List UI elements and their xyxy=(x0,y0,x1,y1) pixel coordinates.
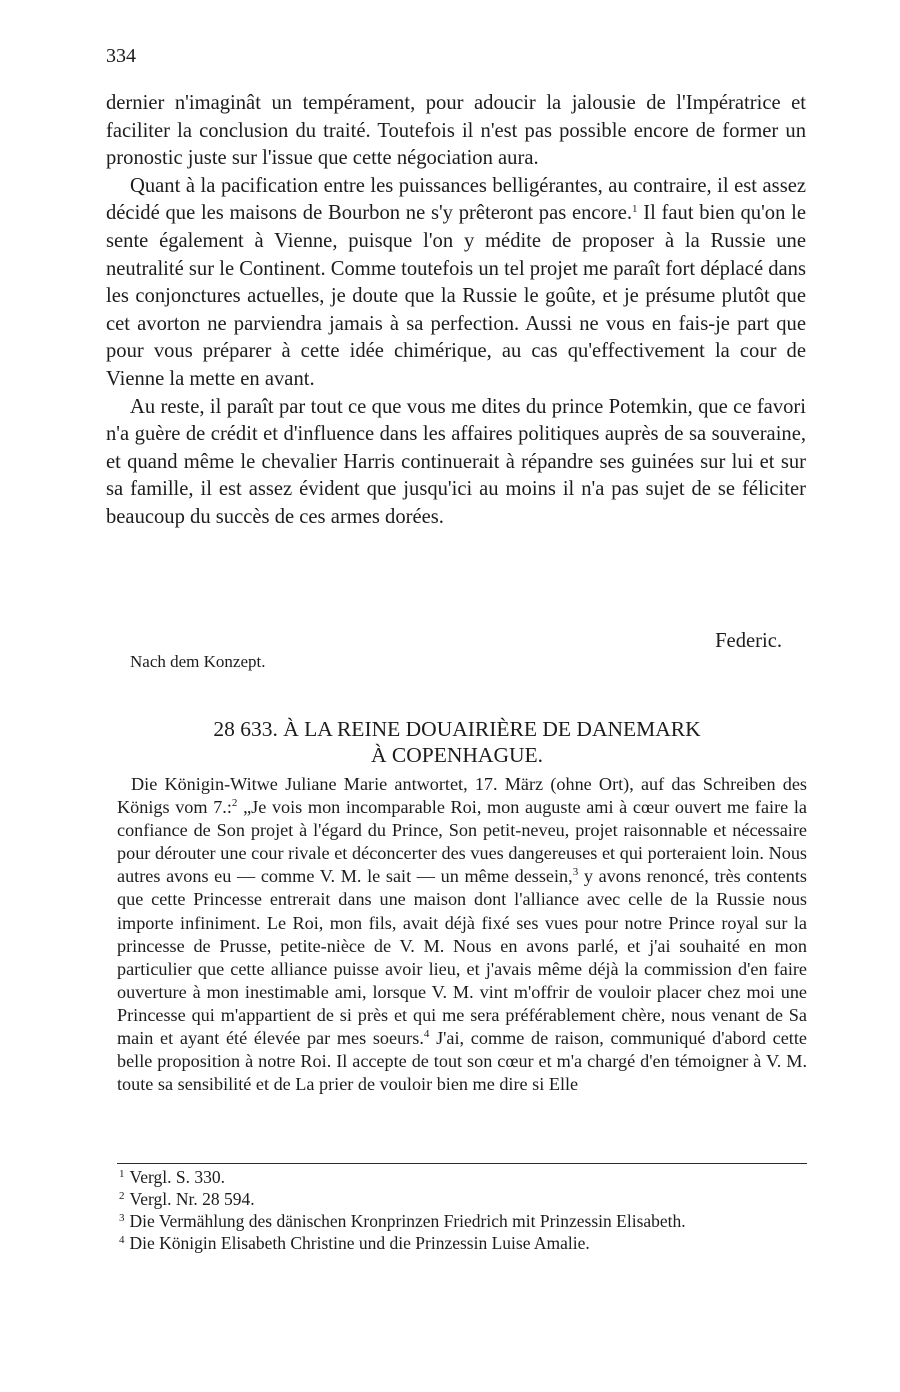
paragraph-1: dernier n'imaginât un tempérament, pour adoucir la jalousie de l'Impératrice et faciliter la conclusion du traité. Toutefois il n'est pas possible encore de former un pronostic juste sur l'issue que cette négociation aura. xyxy=(106,92,806,170)
footnote-text: Vergl. S. 330. xyxy=(129,1167,225,1187)
paragraph-3: Au reste, il paraît par tout ce que vous me dites du prince Potemkin, que ce favori n'a guère de crédit et d'influence dans les affaires politiques auprès de sa souveraine, et quand même le chevalier Harris continuerait à répandre ses guinées sur lui et sur sa famille, il est assez évident que jusqu'ici au moins il n'a pas sujet de se féliciter beaucoup du succès de ces armes dorées. xyxy=(106,395,806,528)
reply-text-part-1: Die Königin-Witwe Juliane Marie antwortet, 17. März (ohne Ort), auf das Schreiben des Königs vom 7.: xyxy=(117,774,807,818)
footnote-2 xyxy=(119,1188,807,1210)
paragraph-2-text-end: Il faut bien qu'on le sente également à Vienne, puisque l'on y médite de proposer à la Russie une neutralité sur le Continent. Comme toutefois un tel projet me paraît fort déplacé dans les conjonctures actuelles, je doute que la Russie le goûte, et je présume plutôt que cet avorton ne parviendra jamais à sa perfection. Aussi ne vous en fais-je part que pour vous préparer à cette idée chimérique, au cas qu'effectivement la cour de Vienne la mette en avant. xyxy=(106,202,806,390)
footnote-3 xyxy=(119,1210,807,1232)
reply-summary xyxy=(117,773,807,1096)
section-heading xyxy=(0,716,900,768)
letter-body xyxy=(106,90,806,532)
footnote-number: 1 xyxy=(119,1168,125,1180)
footnote-ref-1: 1 xyxy=(632,203,638,216)
source-note: Nach dem Konzept. xyxy=(130,652,266,671)
reply-text-part-4: J'ai, comme de raison, communiqué d'abord cette belle proposition à notre Roi. Il accepte de tout son cœur et m'a chargé d'en témoigner à V. M. toute sa sensibilité et de La prier de vouloir bien me dire si Elle xyxy=(117,1028,807,1095)
footnotes xyxy=(117,1166,807,1254)
footnote-ref-3: 3 xyxy=(572,866,579,879)
footnote-number: 4 xyxy=(119,1234,125,1246)
heading-line-2: À COPENHAGUE. xyxy=(371,743,543,767)
footnote-text: Die Vermählung des dänischen Kronprinzen Friedrich mit Prinzessin Elisabeth. xyxy=(129,1211,686,1231)
signature: Federic. xyxy=(715,630,782,652)
footnote-1 xyxy=(119,1166,807,1188)
footnote-text: Die Königin Elisabeth Christine und die Prinzessin Luise Amalie. xyxy=(129,1233,590,1253)
reply-paragraph xyxy=(117,773,807,1096)
paragraph-2-text-start: Quant à la pacification entre les puissances belligérantes, au contraire, il est assez décidé que les maisons de Bourbon ne s'y prêteront pas encore. xyxy=(106,174,806,225)
footnote-text: Vergl. Nr. 28 594. xyxy=(129,1189,255,1209)
footnote-ref-2: 2 xyxy=(231,797,238,810)
paragraph-2 xyxy=(106,173,806,394)
reply-text-part-3: y avons renoncé, très contents que cette Princesse entrerait dans une maison dont l'alliance avec celle de la Russie nous importe infiniment. Le Roi, mon fils, avait déjà fixé ses vues pour notre Prince royal sur la princesse de Prusse, petite-nièce de V. M. Nous en avons parlé, et j'ai souhaité en mon particulier que cette alliance puisse avoir lieu, et j'avais même déjà la commission d'en faire ouverture à mon inestimable ami, lorsque V. M. vint m'offrir de vouloir placer chez moi une Princesse qui m'appartient de si près et qui me sera préférablement chère, nous venant de Sa main et ayant été élevée par mes soeurs. xyxy=(117,866,807,1049)
footnote-4 xyxy=(119,1232,807,1254)
footnote-ref-4: 4 xyxy=(423,1028,430,1041)
footnote-number: 2 xyxy=(119,1190,125,1202)
reply-text-part-2: „Je vois mon incomparable Roi, mon auguste ami à cœur ouvert me faire la confiance de Son projet à l'égard du Prince, Son petit-neveu, projet raisonnable et nécessaire pour dérouter une cour rivale et déconcerter des vues dangereuses et qui porteraient loin. Nous autres avons eu — comme V. M. le sait — un même dessein, xyxy=(117,797,808,887)
heading-line-1: 28 633. À LA REINE DOUAIRIÈRE DE DANEMARK xyxy=(213,717,701,741)
footnote-number: 3 xyxy=(119,1212,125,1224)
footnote-divider xyxy=(117,1163,807,1164)
page-number: 334 xyxy=(106,45,136,67)
